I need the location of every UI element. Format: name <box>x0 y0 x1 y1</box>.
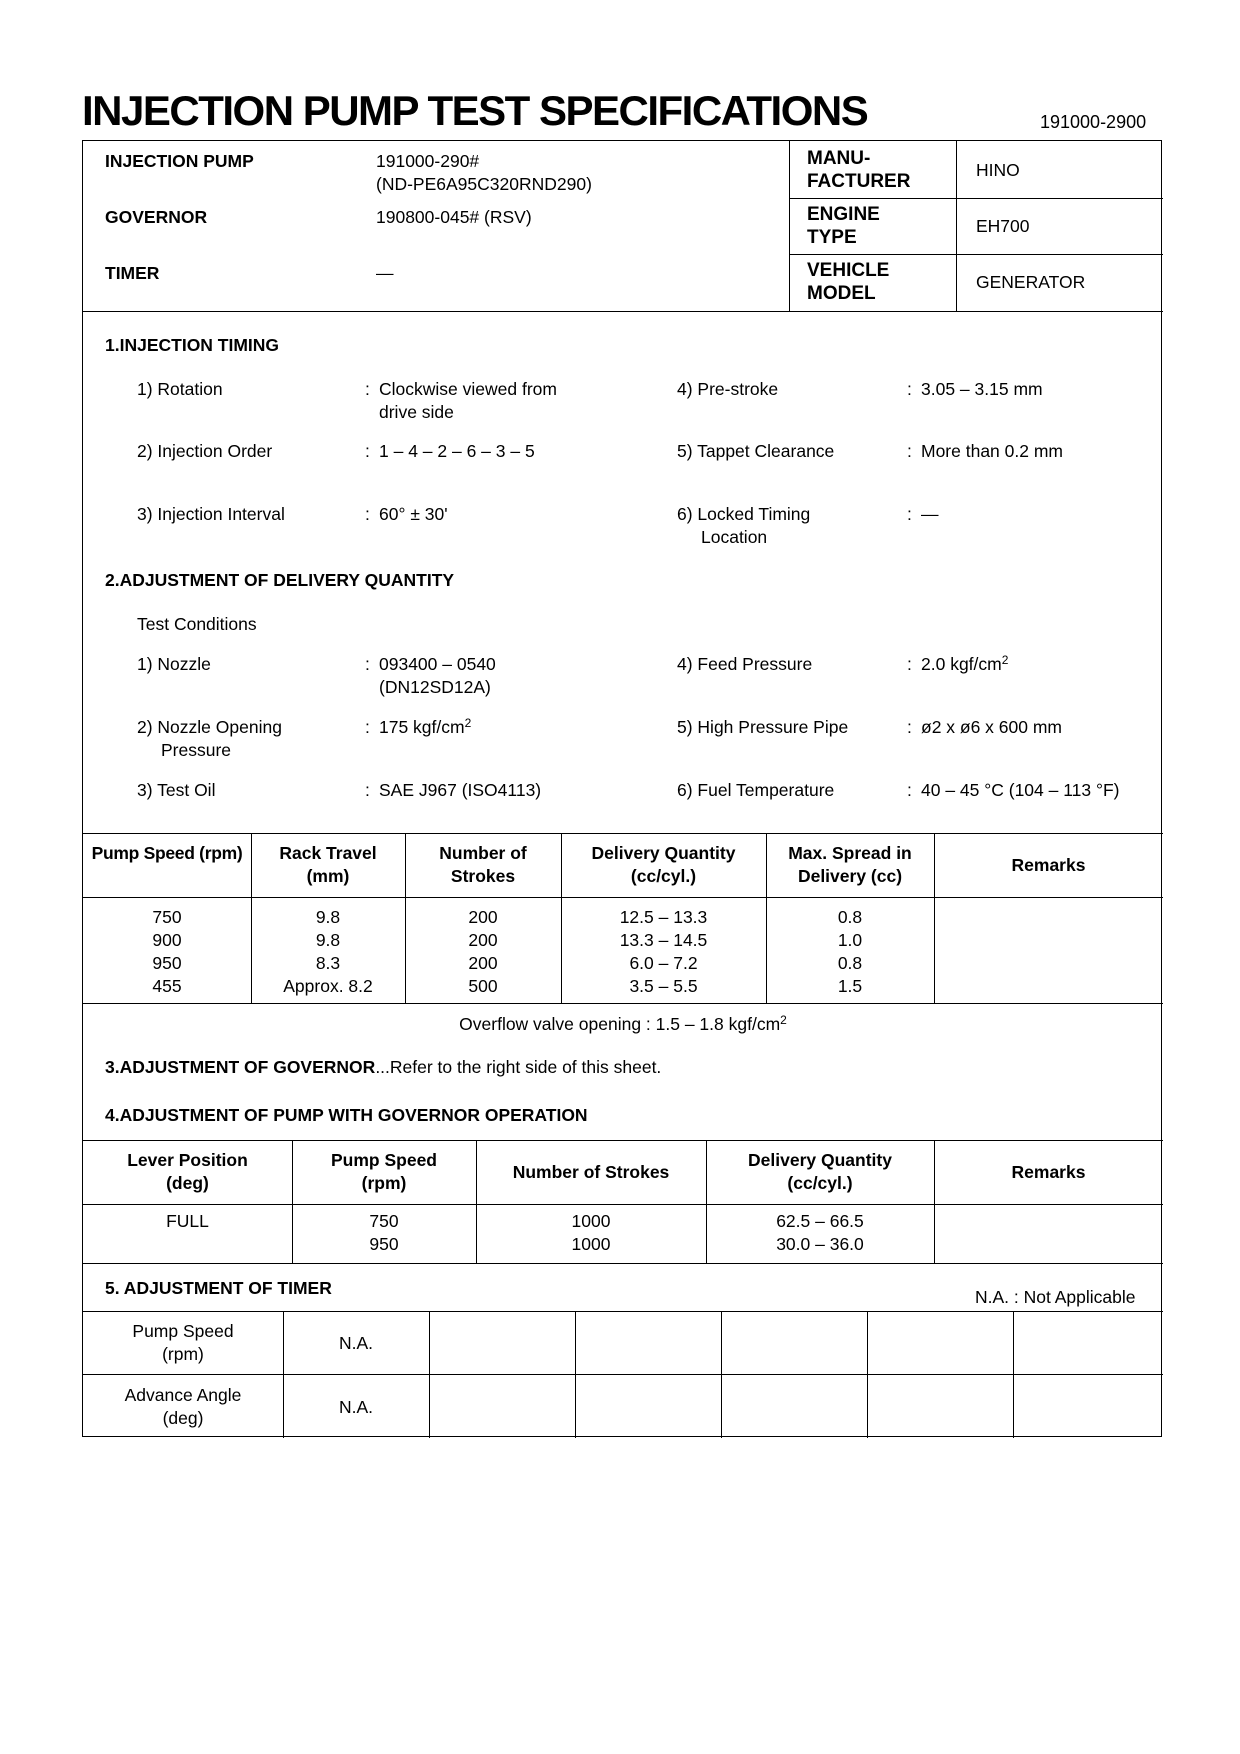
table-header-cell: Rack Travel <box>279 843 377 863</box>
header-divider <box>789 254 1163 255</box>
table-rule <box>83 833 1163 834</box>
engine-type-value: EH700 <box>976 216 1030 236</box>
section-3-title: 3.ADJUSTMENT OF GOVERNOR...Refer to the right side of this sheet. <box>105 1057 662 1077</box>
rotation-value-line2: drive side <box>379 402 454 422</box>
table-rule <box>83 1140 1163 1141</box>
table-cell: FULL <box>166 1211 209 1231</box>
feed-pressure-value: 2.0 kgf/$cm^2$ <box>921 653 1009 674</box>
table-cell: 0.8 <box>837 953 863 973</box>
table-divider <box>1013 1311 1014 1438</box>
colon: : <box>907 717 912 737</box>
colon: : <box>907 441 912 461</box>
timer-row-label: Pump Speed <box>132 1321 234 1341</box>
nozzle-label: 1) Nozzle <box>137 654 211 674</box>
section-5-title: 5. ADJUSTMENT OF TIMER <box>105 1278 332 1298</box>
table-cell: 950 <box>369 1234 399 1254</box>
nozzle-value: 093400 – 0540 <box>379 654 496 674</box>
table-cell: 9.8 <box>315 930 341 950</box>
table-cell: 750 <box>369 1211 399 1231</box>
section-1-title: 1.INJECTION TIMING <box>105 335 280 355</box>
table-cell: Approx. 8.2 <box>283 976 373 996</box>
table-cell: 200 <box>468 907 498 927</box>
timer-value: — <box>376 263 394 283</box>
table-cell: 1000 <box>571 1234 611 1254</box>
table-cell: 455 <box>152 976 182 996</box>
test-oil-value: SAE J967 (ISO4113) <box>379 780 542 800</box>
timer-row-label: Advance Angle <box>124 1385 242 1405</box>
injection-pump-model: (ND-PE6A95C320RND290) <box>376 174 592 194</box>
injection-order-label: 2) Injection Order <box>137 441 273 461</box>
table-header-cell: Delivery Quantity <box>591 843 736 863</box>
table-header-cell: Remarks <box>1011 1162 1086 1182</box>
pre-stroke-label: 4) Pre-stroke <box>677 379 779 399</box>
table-header-cell: Lever Position <box>127 1150 248 1170</box>
table-header-cell: Pump Speed <box>331 1150 437 1170</box>
table-rule <box>83 1003 1163 1004</box>
locked-timing-label: 6) Locked Timing <box>677 504 811 524</box>
manufacturer-value: HINO <box>976 160 1020 180</box>
colon: : <box>907 504 912 524</box>
locked-timing-label-line2: Location <box>701 527 768 547</box>
table-header-cell: Remarks <box>1011 855 1086 875</box>
table-cell: 30.0 – 36.0 <box>776 1234 864 1254</box>
table-rule <box>83 1311 1163 1312</box>
fuel-temperature-value: 40 – 45 °C (104 – 113 °F) <box>921 780 1120 800</box>
table-cell: 1.0 <box>837 930 863 950</box>
fuel-temperature-label: 6) Fuel Temperature <box>677 780 835 800</box>
page-title: INJECTION PUMP TEST SPECIFICATIONS <box>82 87 868 134</box>
table-header-cell: Delivery (cc) <box>797 866 903 886</box>
table-cell: 12.5 – 13.3 <box>619 907 708 927</box>
table-divider <box>934 1140 935 1263</box>
injection-pump-label: INJECTION PUMP <box>105 151 254 171</box>
tappet-clearance-value: More than 0.2 mm <box>921 441 1063 461</box>
injection-interval-value: 60° ± 30' <box>379 504 448 524</box>
section-2-title: 2.ADJUSTMENT OF DELIVERY QUANTITY <box>105 570 455 590</box>
table-header-cell: Number of Strokes <box>512 1162 670 1182</box>
colon: : <box>907 379 912 399</box>
high-pressure-pipe-value: ø2 x ø6 x 600 mm <box>921 717 1063 737</box>
table-header-cell: Number of <box>439 843 527 863</box>
not-applicable-note: N.A. : Not Applicable <box>975 1287 1136 1307</box>
header-divider <box>956 141 957 311</box>
test-oil-label: 3) Test Oil <box>137 780 216 800</box>
vehicle-model-value: GENERATOR <box>976 272 1086 292</box>
table-cell: 200 <box>468 953 498 973</box>
rotation-label: 1) Rotation <box>137 379 223 399</box>
table-cell: 900 <box>152 930 182 950</box>
table-header-cell: Pump Speed (rpm) <box>91 843 243 863</box>
timer-cell: N.A. <box>338 1397 374 1417</box>
colon: : <box>365 654 370 674</box>
table-divider <box>575 1311 576 1438</box>
table-cell: 8.3 <box>315 953 341 973</box>
header-bottom-rule <box>83 311 1163 312</box>
tappet-clearance-label: 5) Tappet Clearance <box>677 441 835 461</box>
table-header-cell: Strokes <box>450 866 516 886</box>
table-divider <box>721 1311 722 1438</box>
timer-cell: N.A. <box>338 1333 374 1353</box>
table-header-cell: (cc/cyl.) <box>787 1173 853 1193</box>
test-conditions-label: Test Conditions <box>137 614 257 634</box>
colon: : <box>365 717 370 737</box>
timer-label: TIMER <box>105 263 160 283</box>
table-header-cell: (mm) <box>306 866 350 886</box>
table-cell: 1000 <box>571 1211 611 1231</box>
table-cell: 750 <box>152 907 182 927</box>
table-header-cell: (deg) <box>166 1173 209 1193</box>
colon: : <box>365 780 370 800</box>
table-cell: 6.0 – 7.2 <box>629 953 698 973</box>
header-divider <box>789 198 1163 199</box>
colon: : <box>365 441 370 461</box>
governor-value: 190800-045# (RSV) <box>376 207 532 227</box>
injection-interval-label: 3) Injection Interval <box>137 504 285 524</box>
table-rule <box>83 897 1163 898</box>
table-cell: 3.5 – 5.5 <box>629 976 698 996</box>
injection-order-value: 1 – 4 – 2 – 6 – 3 – 5 <box>379 441 535 461</box>
timer-row-label: (deg) <box>162 1408 204 1428</box>
governor-label: GOVERNOR <box>105 207 208 227</box>
table-divider <box>429 1311 430 1438</box>
timer-row-label: (rpm) <box>162 1344 204 1364</box>
table-rule <box>83 1204 1163 1205</box>
nozzle-value-line2: (DN12SD12A) <box>379 677 491 697</box>
locked-timing-value: — <box>921 504 939 524</box>
table-header-cell: Max. Spread in <box>788 843 912 863</box>
table-cell: 9.8 <box>315 907 341 927</box>
nozzle-opening-label: 2) Nozzle Opening <box>137 717 282 737</box>
high-pressure-pipe-label: 5) High Pressure Pipe <box>677 717 849 737</box>
manufacturer-label-line2: FACTURER <box>807 171 911 192</box>
colon: : <box>907 654 912 674</box>
spec-sheet-frame <box>82 140 1162 1437</box>
table-cell: 950 <box>152 953 182 973</box>
table-header-cell: (rpm) <box>361 1173 407 1193</box>
table-rule <box>83 1374 1163 1375</box>
table-header-cell: Delivery Quantity <box>748 1150 892 1170</box>
colon: : <box>365 379 370 399</box>
engine-type-label-line2: TYPE <box>807 227 857 248</box>
nozzle-opening-value: 175 kgf/$cm^2$ <box>379 716 472 737</box>
overflow-valve-note: Overflow valve opening : 1.5 – 1.8 kgf/$cm^2$ <box>459 1013 787 1034</box>
table-cell: 13.3 – 14.5 <box>619 930 708 950</box>
table-header-cell: (cc/cyl.) <box>630 866 697 886</box>
colon: : <box>907 780 912 800</box>
vehicle-model-label-line2: MODEL <box>807 283 876 304</box>
table-rule <box>83 1263 1163 1264</box>
header-divider <box>789 141 790 311</box>
feed-pressure-label: 4) Feed Pressure <box>677 654 813 674</box>
table-cell: 500 <box>468 976 498 996</box>
table-cell: 200 <box>468 930 498 950</box>
rotation-value: Clockwise viewed from <box>379 379 557 399</box>
table-cell: 1.5 <box>837 976 863 996</box>
manufacturer-label: MANU- <box>807 148 871 169</box>
section-4-title: 4.ADJUSTMENT OF PUMP WITH GOVERNOR OPERATION <box>105 1105 588 1125</box>
injection-pump-value: 191000-290# <box>376 151 480 171</box>
vehicle-model-label: VEHICLE <box>807 260 890 281</box>
pre-stroke-value: 3.05 – 3.15 mm <box>921 379 1043 399</box>
document-number: 191000-2900 <box>1040 112 1147 132</box>
table-cell: 62.5 – 66.5 <box>776 1211 864 1231</box>
colon: : <box>365 504 370 524</box>
nozzle-opening-label-line2: Pressure <box>161 740 232 760</box>
table-divider <box>867 1311 868 1438</box>
engine-type-label: ENGINE <box>807 204 880 225</box>
table-cell: 0.8 <box>837 907 863 927</box>
